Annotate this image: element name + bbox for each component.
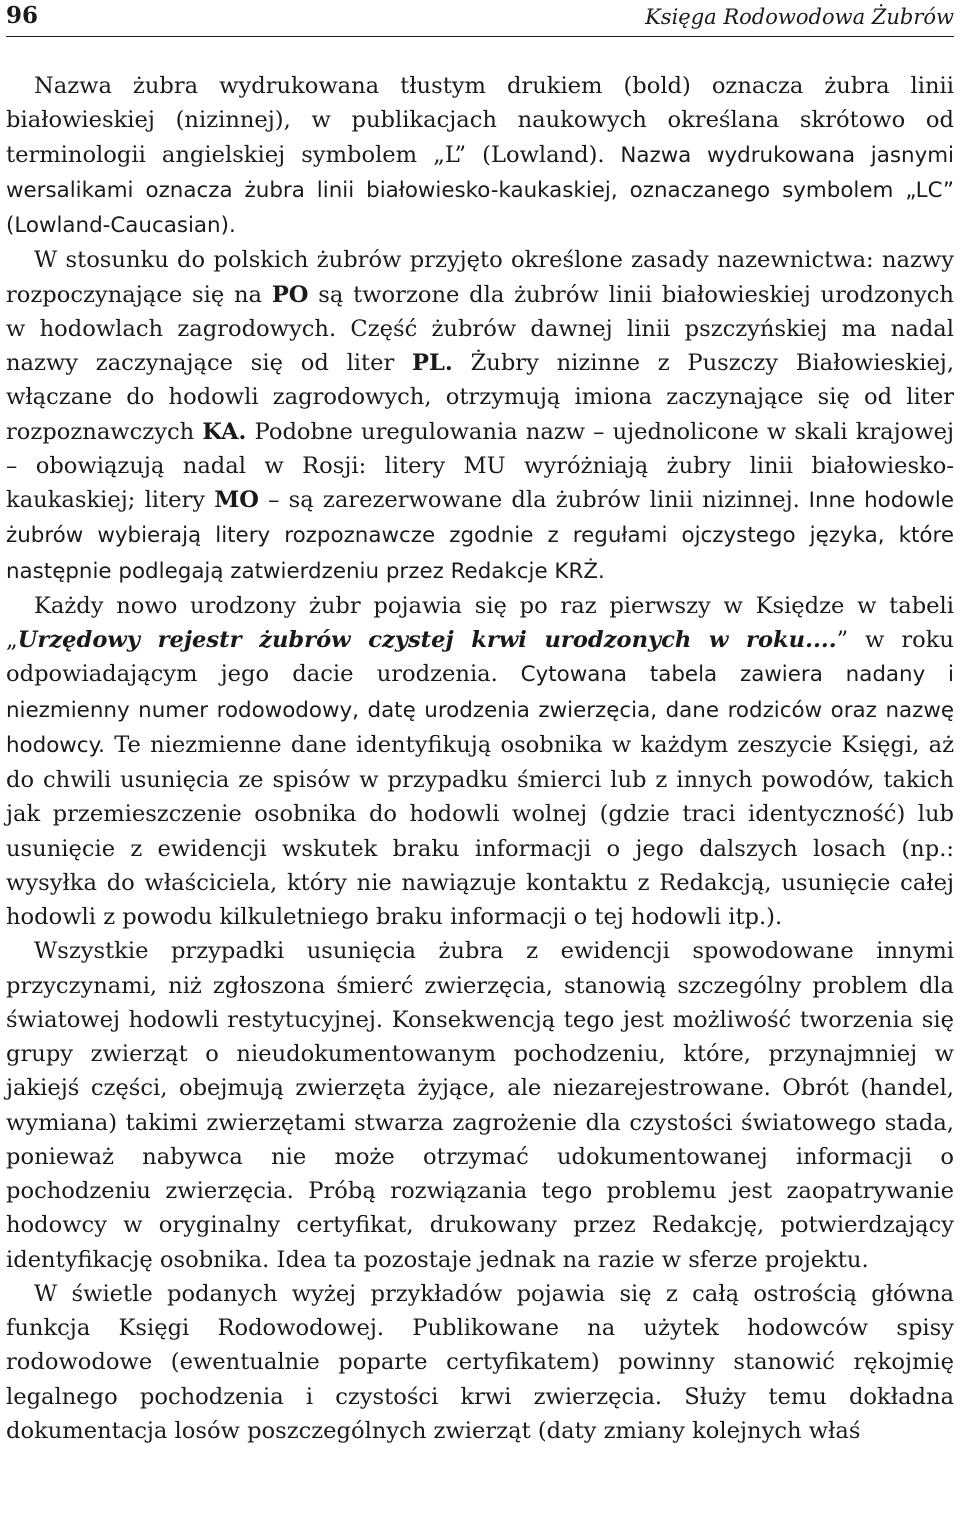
bold-prefix-ka: KA. [202,418,247,445]
paragraph-4 [6,934,954,1277]
paragraph-3-text-b: ” w roku odpowiadającym jego dacie urodzenia. [6,627,954,688]
paragraph-2-text-b: są tworzone dla żubrów linii białowieskiej urodzonych w hodowlach zagrodowych. Część żubrów dawnej linii pszczyńskiej ma nadal nazwy zaczynające się od liter [6,281,954,376]
running-title: Księga Rodowodowa Żubrów [645,5,954,29]
page-number: 96 [6,2,39,29]
paragraph-2-text-f: Inne hodowle żubrów wybierają litery rozpoznawcze zgodnie z regułami ojczystego języka, które następnie podlegają zatwierdzeniu przez Redakcje KRŻ. [6,488,954,584]
paragraph-3 [6,589,954,935]
paragraph-4-text-a: Wszystkie przypadki usunięcia żubra z ewidencji spowodowane innymi przyczynami, niż zgłoszona śmierć zwierzęcia, stanowią szczególny problem dla światowej hodowli restytucyjnej. [6,938,954,1033]
paragraph-1 [6,69,954,243]
bold-prefix-pl: PL. [412,350,453,376]
paragraph-1-text-b: Nazwa wydrukowana jasnymi wersalikami oznacza żubra linii białowiesko-kaukaskiej, oznaczanego symbolem „LC” (Lowland-Caucasian). [6,142,955,238]
paragraph-5-text-a: W świetle podanych wyżej przykładów pojawia się z całą ostrością główna funkcja Księgi Rodowodowej. [6,1280,954,1341]
paragraph-3-text-d: Te niezmienne dane identyfikują osobnika w każdym zeszycie Księgi, aż do chwili usunięcia ze spisów w przypadku śmierci lub z innych powodów, takich jak przemieszczenie osobnika do hodowli wolnej (gdzie traci identyczność) lub usunięcie z ewidencji wskutek braku informacji o jego dalszych losach (np.: wysyłka do właściciela, który nie nawiązuje kontaktu z Redakcją, usunięcie całej hodowli z powodu kilkuletniego braku informacji o tej hodowli itp.). [6,731,954,930]
paragraph-3-text-c: Cytowana tabela zawiera nadany i niezmienny numer rodowodowy, datę urodzenia zwierzęcia, dane rodziców oraz nazwę hodowcy. [6,662,955,758]
paragraph-2-text-a: W stosunku do polskich żubrów przyjęto określone zasady nazewnictwa: nazwy rozpoczynające się na [6,247,954,308]
paragraph-2-text-e: – są zarezerwowane dla żubrów linii nizinnej. [258,487,800,513]
paragraph-1-text-a: Nazwa żubra wydrukowana tłustym drukiem (bold) oznacza żubra linii białowieskiej (nizinnej), w publikacjach naukowych określana skrótowo od terminologii angielskiej symbolem „L” (Lowland). [6,73,954,168]
paragraph-5-text-c: Służy temu dokładna dokumentacja losów poszczególnych zwierząt (daty zmiany kolejnych właś [6,1383,954,1444]
paragraph-2-text-c: Żubry nizinne z Puszczy Białowieskiej, włączane do hodowli zagrodowych, otrzymują imiona zaczynające się od liter rozpoznawczych [6,350,954,445]
paragraph-5-text-b: Publikowane na użytek hodowców spisy rodowodowe (ewentualnie poparte certyfikatem) powinny stanowić rękojmię legalnego pochodzenia i czystości krwi zwierzęcia. [6,1315,954,1410]
paragraph-5 [6,1277,954,1448]
register-title: Urzędowy rejestr żubrów czystej krwi urodzonych w roku.... [17,627,837,653]
paragraph-4-text-c: Próbą rozwiązania tego problemu jest zaopatrywanie hodowcy w oryginalny certyfikat, drukowany przez Redakcję, potwierdzający identyfikację osobnika. [6,1178,954,1273]
body-text [6,69,954,1448]
paragraph-4-text-b: Konsekwencją tego jest możliwość tworzenia się grupy zwierząt o nieudokumentowanym pochodzeniu, które, przynajmniej w jakiejś części, obejmują zwierzęta żyjące, ale niezarejestrowane. Obrót (handel, wymiana) takimi zwierzętami stwarza zagrożenie dla czystości światowego stada, ponieważ nabywca nie może otrzymać udokumentowanej informacji o pochodzeniu zwierzęcia. [6,1006,954,1204]
bold-prefix-mo: MO [214,487,259,513]
paragraph-2-text-d: Podobne uregulowania nazw – ujednolicone w skali krajowej – obowiązują nadal w Rosji: litery MU wyróżniają żubry linii białowiesko-kaukaskiej; litery [6,418,954,513]
page-header [6,0,954,37]
bold-prefix-po: PO [271,281,309,308]
paragraph-2 [6,243,954,589]
paragraph-3-text-a: Każdy nowo urodzony żubr pojawia się po raz pierwszy w Księdze w tabeli „ [6,592,954,653]
paragraph-4-text-d: Idea ta pozostaje jednak na razie w sferze projektu. [269,1246,869,1273]
